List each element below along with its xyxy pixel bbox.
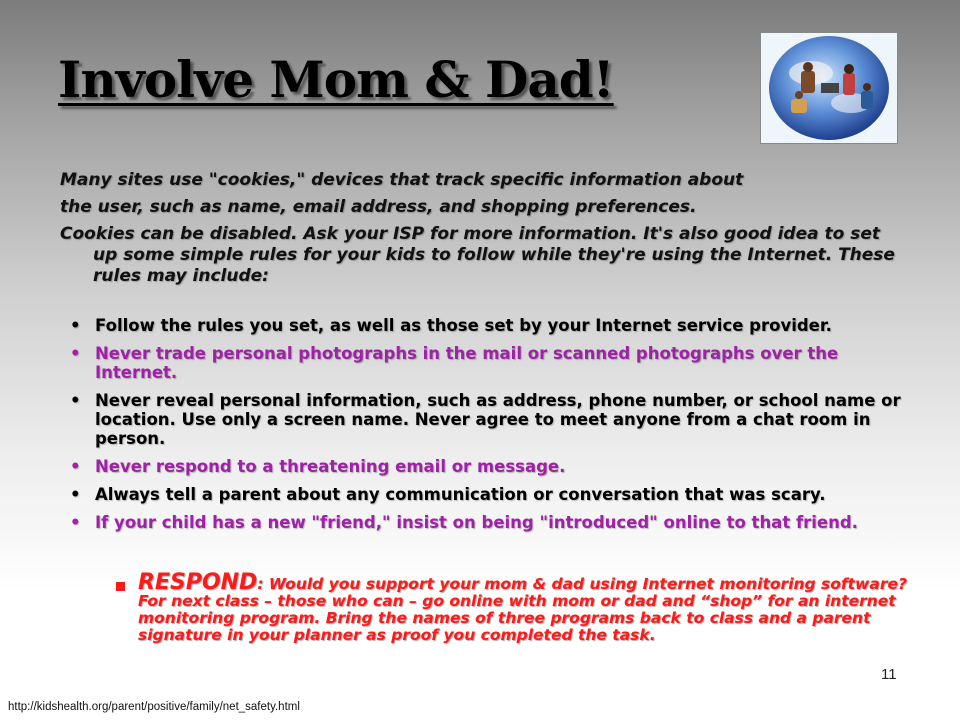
square-bullet-icon [116,582,125,591]
list-item: • Always tell a parent about any communication or conversation that was scary. [70,485,826,504]
bullet-icon: • [70,391,81,410]
respond-assignment [116,570,938,644]
list-item: • Follow the rules you set, as well as those set by your Internet service provider. [70,316,832,335]
slide-number: 11 [881,666,897,683]
intro-line-3: Cookies can be disabled. Ask your ISP for more information. It's also good idea to set up some simple rules for your kids to follow while they're using the Internet. These rules may include: [60,224,895,286]
list-item: • Never trade personal photographs in the mail or scanned photographs over the Internet. [70,344,839,382]
list-item: • If your child has a new "friend," insist on being "introduced" online to that friend. [70,513,858,532]
intro-line-1: Many sites use "cookies," devices that track specific information about [60,170,744,190]
respond-label: RESPOND [138,570,258,595]
source-url: http://kidshealth.org/parent/positive/family/net_safety.html [8,701,300,713]
bullet-icon: • [70,344,81,363]
intro-line-2: the user, such as name, email address, and shopping preferences. [60,197,697,217]
list-item: • Never respond to a threatening email or message. [70,457,566,476]
list-item: • Never reveal personal information, such as address, phone number, or school name or location. Use only a screen name. Never agree to meet anyone from a chat room in person. [70,391,901,448]
intro-text [60,170,900,293]
slide-title: Involve Mom & Dad! [58,50,614,109]
globe-children-image [760,32,898,144]
bullet-icon: • [70,485,81,504]
bullet-icon: • [70,513,81,532]
bullet-icon: • [70,316,81,335]
globe-icon [761,33,897,143]
bullet-icon: • [70,457,81,476]
respond-text: : Would you support your mom & dad using Internet monitoring software? For next class – those who can – go online with mom or dad and “shop” for an internet monitoring program. Bring the names of three programs back to class and a parent signature in your planner as proof you completed the task. [138,575,907,644]
rules-list [68,316,908,541]
